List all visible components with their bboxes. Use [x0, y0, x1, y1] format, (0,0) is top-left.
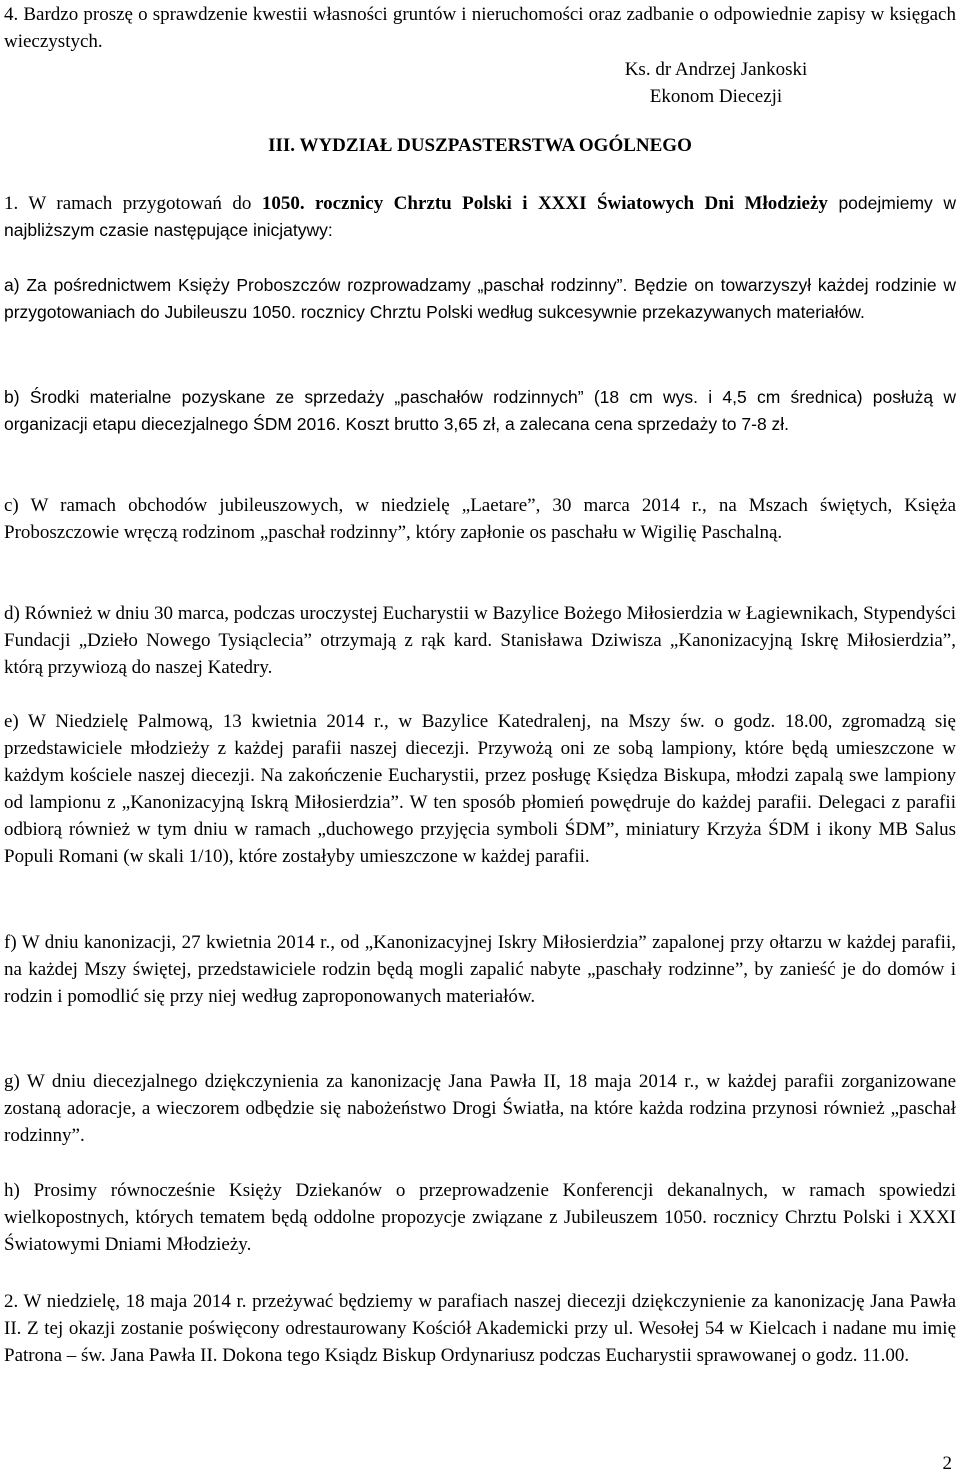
paragraph-a: [4, 272, 956, 326]
paragraph-c: c) W ramach obchodów jubileuszowych, w niedzielę „Laetare”, 30 marca 2014 r., na Mszach świętych, Księża Proboszczowie wręczą rodzinom „paschał rodzinny”, który zapłonie os paschału w Wigilię Paschalną.: [4, 495, 956, 543]
paragraph-a-sans: a) Za pośrednictwem Księży Proboszczów rozprowadzamy „paschał rodzinny”.: [4, 275, 628, 295]
signature-name: Ks. dr Andrzej Jankoski: [624, 59, 808, 80]
page-number: 2: [942, 1453, 952, 1474]
point-1-bold: 1050. rocznicy Chrztu Polski i XXXI Światowych Dni Młodzieży: [261, 193, 828, 214]
paragraph-a-rest: Będzie on towarzyszył każdej rodzinie w przygotowaniach do Jubileuszu 1050. rocznicy Chrztu Polski według sukcesywnie przekazywanych materiałów.: [4, 275, 956, 322]
paragraph-point-2: 2. W niedzielę, 18 maja 2014 r. przeżywać będziemy w parafiach naszej diecezji dziękczynienie za kanonizację Jana Pawła II. Z tej okazji zostanie poświęcony odrestaurowany Kościół Akademicki przy ul. Wesołej 54 w Kielcach i nadane mu imię Patrona – św. Jana Pawła II. Dokona tego Ksiądz Biskup Ordynariusz podczas Eucharystii sprawowanej o godz. 11.00.: [4, 1291, 956, 1366]
paragraph-h: h) Prosimy równocześnie Księży Dziekanów o przeprowadzenie Konferencji dekanalnych, w ramach spowiedzi wielkopostnych, których tematem będą oddolne propozycje związane z Jubileuszem 1050. rocznicy Chrztu Polski i XXXI Światowymi Dniami Młodzieży.: [4, 1180, 956, 1255]
section-heading: III. WYDZIAŁ DUSZPASTERSTWA OGÓLNEGO: [268, 135, 692, 156]
point-1-lead: 1. W ramach przygotowań do: [4, 193, 262, 214]
signature-title: Ekonom Diecezji: [649, 86, 783, 107]
signature-block: [596, 56, 836, 110]
point-1-rest: podejmiemy w najbliższym czasie następujące inicjatywy:: [4, 193, 956, 240]
paragraph-item-4: 4. Bardzo proszę o sprawdzenie kwestii własności gruntów i nieruchomości oraz zadbanie o odpowiednie zapisy w księgach wieczystych.: [4, 4, 956, 52]
paragraph-e: e) W Niedzielę Palmową, 13 kwietnia 2014 r., w Bazylice Katedralenj, na Mszy św. o godz. 18.00, zgromadzą się przedstawiciele młodzieży z każdej parafii naszej diecezji. Przywożą oni ze sobą lampiony, które będą umieszczone w każdym kościele naszej diecezji. Na zakończenie Eucharystii, przez posługę Księdza Biskupa, młodzi zapalą swe lampiony od lampionu z „Kanonizacyjną Iskrą Miłosierdzia”. W ten sposób płomień powędruje do każdej parafii. Delegaci z parafii odbiorą również w tym dniu w ramach „duchowego przyjęcia symboli ŚDM”, miniatury Krzyża ŚDM i ikony MB Salus Populi Romani (w skali 1/10), które zostałyby umieszczone w każdej parafii.: [4, 711, 956, 867]
paragraph-f: f) W dniu kanonizacji, 27 kwietnia 2014 r., od „Kanonizacyjnej Iskry Miłosierdzia” zapalonej przy ołtarzu w każdej parafii, na każdej Mszy świętej, przedstawiciele rodzin będą mogli zapalić nabyte „paschały rodzinne”, by zanieść je do domów i rodzin i pomodlić się przy niej według zaproponowanych materiałów.: [4, 932, 956, 1007]
paragraph-point-1: [4, 190, 956, 244]
paragraph-b: b) Środki materialne pozyskane ze sprzedaży „paschałów rodzinnych” (18 cm wys. i 4,5 cm średnica) posłużą w organizacji etapu diecezjalnego ŚDM 2016. Koszt brutto 3,65 zł, a zalecana cena sprzedaży to 7-8 zł.: [4, 387, 956, 434]
paragraph-g: g) W dniu diecezjalnego dziękczynienia za kanonizację Jana Pawła II, 18 maja 2014 r., w każdej parafii zorganizowane zostaną adoracje, a wieczorem odbędzie się nabożeństwo Drogi Światła, na które każda rodzina przynosi również „paschał rodzinny”.: [4, 1071, 956, 1146]
paragraph-d: d) Również w dniu 30 marca, podczas uroczystej Eucharystii w Bazylice Bożego Miłosierdzia w Łagiewnikach, Stypendyści Fundacji „Dzieło Nowego Tysiąclecia” otrzymają z rąk kard. Stanisława Dziwisza „Kanonizacyjną Iskrę Miłosierdzia”, którą przywiozą do naszej Katedry.: [4, 603, 956, 678]
